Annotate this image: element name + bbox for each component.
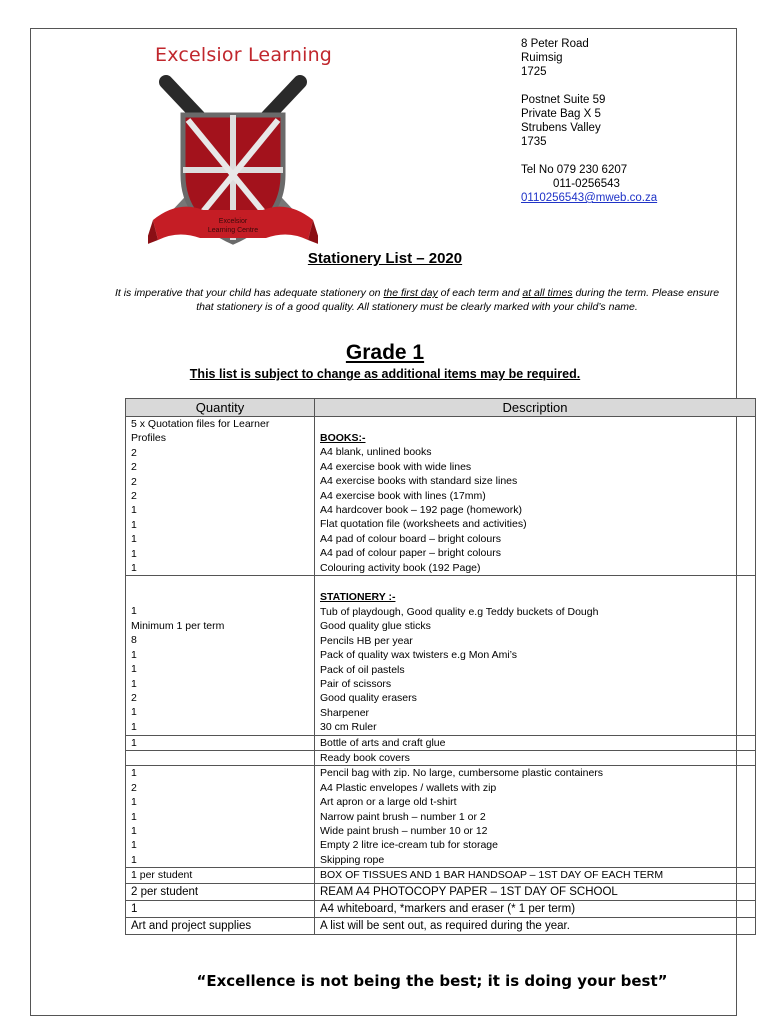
- description-cell: Pencils HB per year: [320, 634, 413, 647]
- quantity-cell: 1: [131, 767, 137, 780]
- quantity-cell: 1 per student: [131, 869, 193, 882]
- quantity-cell: 1: [131, 736, 137, 749]
- quantity-cell: 1: [131, 824, 137, 837]
- description-cell: A4 exercise book with wide lines: [320, 460, 472, 473]
- quantity-cell: 1: [131, 720, 137, 733]
- quantity-cell: 1: [131, 810, 137, 823]
- page-title: Stationery List – 2020: [307, 250, 463, 267]
- quantity-cell: 1: [131, 853, 137, 866]
- table-row: [126, 917, 756, 934]
- description-cell: Flat quotation file (worksheets and activities): [320, 518, 527, 531]
- description-cell: Bottle of arts and craft glue: [320, 736, 446, 749]
- description-cell: Tub of playdough, Good quality e.g Teddy buckets of Dough: [320, 605, 599, 618]
- description-cell: Good quality erasers: [320, 692, 417, 705]
- grade-heading: Grade 1: [345, 341, 425, 364]
- table-row: [126, 735, 756, 750]
- description-cell: BOX OF TISSUES AND 1 BAR HANDSOAP – 1ST DAY OF EACH TERM: [320, 869, 664, 882]
- description-cell: Wide paint brush – number 10 or 12: [320, 824, 488, 837]
- description-cell: Ready book covers: [320, 751, 410, 764]
- stationery-heading: STATIONERY :-: [320, 591, 396, 604]
- description-cell: Pack of oil pastels: [320, 663, 405, 676]
- quantity-cell: Art and project supplies: [131, 919, 252, 932]
- quantity-cell: 2: [131, 461, 137, 474]
- school-crest-logo: [148, 70, 318, 260]
- description-header: Description: [315, 399, 756, 417]
- stationery-section: [126, 576, 756, 735]
- stationery-section-2: [126, 766, 756, 868]
- school-address: [521, 37, 657, 205]
- email-link[interactable]: 0110256543@mweb.co.za: [521, 192, 658, 204]
- quantity-cell: 2: [131, 446, 137, 459]
- description-cell: Empty 2 litre ice-cream tub for storage: [320, 839, 498, 852]
- quantity-cell: 5 x Quotation files for Learner: [131, 418, 270, 430]
- description-cell: Pack of quality wax twisters e.g Mon Ami’s: [320, 649, 518, 662]
- address-line: 8 Peter Road: [521, 38, 589, 50]
- quantity-cell: 1: [131, 547, 137, 560]
- description-cell: A4 whiteboard, *markers and eraser (* 1 per term): [320, 902, 576, 915]
- quantity-cell: 2: [131, 475, 137, 488]
- quantity-cell: 2: [131, 781, 137, 794]
- quantity-cell: 1: [131, 706, 137, 719]
- postal-line: 1735: [521, 136, 547, 148]
- quantity-cell: 8: [131, 634, 137, 647]
- intro-paragraph: It is imperative that your child has adequate stationery on the first day of each term and at all times during the term. Please ensure that stationery is of a good quality. All stationery must be clearly marked with your child’s name.: [114, 287, 720, 313]
- description-cell: Pair of scissors: [320, 677, 392, 690]
- description-cell: A4 exercise books with standard size lines: [320, 475, 518, 488]
- change-notice: This list is subject to change as additional items may be required.: [189, 367, 581, 381]
- description-cell: A4 blank, unlined books: [320, 446, 432, 459]
- quantity-cell: 1: [131, 533, 137, 546]
- table-row: [126, 900, 756, 917]
- stationery-table: [125, 398, 756, 935]
- description-cell: Sharpener: [320, 706, 370, 719]
- postal-line: Postnet Suite 59: [521, 94, 606, 106]
- description-cell: A4 pad of colour paper – bright colours: [320, 547, 501, 560]
- description-cell: A list will be sent out, as required during the year.: [320, 919, 570, 932]
- description-cell: Narrow paint brush – number 1 or 2: [320, 810, 486, 823]
- quantity-header: Quantity: [126, 399, 315, 417]
- quantity-cell: 2: [131, 490, 137, 503]
- quantity-cell: 1: [131, 902, 138, 915]
- ribbon-text-1: Excelsior: [218, 218, 248, 225]
- postal-line: Private Bag X 5: [521, 108, 601, 120]
- quantity-cell: 1: [131, 504, 137, 517]
- books-section: [126, 417, 756, 576]
- description-cell: Pencil bag with zip. No large, cumbersome plastic containers: [320, 767, 604, 780]
- description-cell: Colouring activity book (192 Page): [320, 561, 481, 574]
- books-heading: BOOKS:-: [320, 432, 366, 444]
- description-cell: A4 pad of colour board – bright colours: [320, 532, 501, 545]
- description-cell: A4 Plastic envelopes / wallets with zip: [320, 781, 497, 794]
- address-line: 1725: [521, 66, 547, 78]
- table-row: [126, 868, 756, 883]
- quantity-cell: 1: [131, 648, 137, 661]
- quantity-cell: 1: [131, 518, 137, 531]
- quantity-cell: 1: [131, 663, 137, 676]
- description-cell: Skipping rope: [320, 853, 385, 866]
- quantity-cell: 1: [131, 677, 137, 690]
- quantity-cell: 1: [131, 796, 137, 809]
- telephone-line: 011-0256543: [521, 178, 620, 190]
- description-cell: A4 exercise book with lines (17mm): [320, 489, 486, 502]
- quantity-cell: 1: [131, 605, 137, 618]
- quantity-cell: 2 per student: [131, 885, 199, 898]
- postal-line: Strubens Valley: [521, 122, 601, 134]
- quantity-cell: Profiles: [131, 432, 167, 445]
- table-row: [126, 750, 756, 765]
- quantity-cell: 2: [131, 691, 137, 704]
- table-row: [126, 883, 756, 900]
- ribbon-text-2: Learning Centre: [207, 227, 259, 234]
- description-cell: 30 cm Ruler: [320, 721, 377, 734]
- quantity-cell: Minimum 1 per term: [131, 619, 225, 632]
- quantity-cell: 1: [131, 562, 137, 575]
- telephone-line: Tel No 079 230 6207: [521, 164, 628, 176]
- address-line: Ruimsig: [521, 52, 563, 64]
- description-cell: A4 hardcover book – 192 page (homework): [320, 504, 522, 517]
- description-cell: REAM A4 PHOTOCOPY PAPER – 1ST DAY OF SCHOOL: [320, 885, 618, 898]
- description-cell: Art apron or a large old t-shirt: [320, 796, 457, 809]
- school-name: Excelsior Learning: [155, 44, 333, 66]
- description-cell: Good quality glue sticks: [320, 620, 431, 633]
- quantity-cell: 1: [131, 839, 137, 852]
- footer-quote: “Excellence is not being the best; it is doing your best”: [196, 972, 668, 990]
